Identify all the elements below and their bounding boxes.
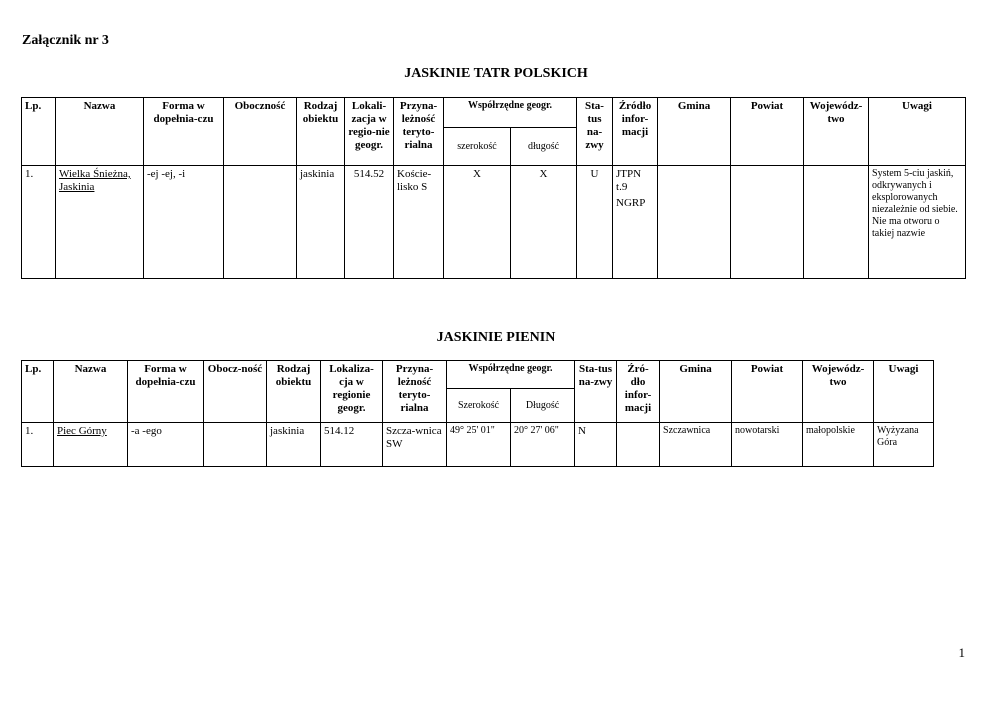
cell-lokalizacja: 514.52 [345, 166, 394, 279]
table-header-row [22, 98, 966, 128]
cell-lp: 1. [22, 423, 54, 467]
header-przynaleznosc: Przyna-leżność teryto-rialna [394, 98, 444, 166]
header-uwagi: Uwagi [869, 98, 966, 166]
table-row [22, 166, 966, 279]
header-rodzaj: Rodzaj obiektu [267, 361, 321, 423]
cell-nazwa: Piec Górny [54, 423, 128, 467]
header-uwagi: Uwagi [874, 361, 934, 423]
header-lokalizacja: Lokaliza-cja w regionie geogr. [321, 361, 383, 423]
cell-powiat [731, 166, 804, 279]
pieniny-caves-table [21, 360, 934, 467]
header-gmina: Gmina [658, 98, 731, 166]
cell-rodzaj: jaskinia [297, 166, 345, 279]
header-zrodlo: Źródło infor-macji [613, 98, 658, 166]
cell-dlugosc: X [511, 166, 577, 279]
header-zrodlo: Źró-dło infor-macji [617, 361, 660, 423]
cell-szerokosc: X [444, 166, 511, 279]
header-lp: Lp. [22, 98, 56, 166]
cell-lp: 1. [22, 166, 56, 279]
header-status: Sta-tus na-zwy [577, 98, 613, 166]
cell-obocznosc [224, 166, 297, 279]
header-wspolrzedne: Współrzędne geogr. [444, 98, 577, 128]
table-row [22, 423, 934, 467]
header-szerokosc: Szerokość [447, 389, 511, 423]
zrodlo-line-2: NGRP [616, 197, 646, 209]
annex-title: Załącznik nr 3 [22, 33, 109, 48]
cell-status: U [577, 166, 613, 279]
header-forma: Forma w dopełnia-czu [128, 361, 204, 423]
page-number: 1 [958, 645, 965, 660]
header-lokalizacja: Lokali-zacja w regio-nie geogr. [345, 98, 394, 166]
header-obocznosc: Oboczność [224, 98, 297, 166]
zrodlo-line-1: JTPN t.9 [616, 168, 642, 193]
cell-uwagi: System 5-ciu jaskiń, odkrywanych i eksplorowanych niezależnie od siebie. Nie ma otworu o takiej nazwie [869, 166, 966, 279]
cell-przynaleznosc: Szcza-wnica SW [383, 423, 447, 467]
header-dlugosc: Długość [511, 389, 575, 423]
pieniny-table-title: JASKINIE PIENIN [436, 330, 556, 345]
cell-status: N [575, 423, 617, 467]
cell-przynaleznosc: Koście-lisko S [394, 166, 444, 279]
cell-obocznosc [204, 423, 267, 467]
cell-uwagi: Wyżyzana Góra [874, 423, 934, 467]
header-szerokosc: szerokość [444, 128, 511, 166]
cell-lokalizacja: 514.12 [321, 423, 383, 467]
cell-wojewodztwo [804, 166, 869, 279]
table-header-row [22, 361, 934, 389]
header-wspolrzedne: Współrzędne geogr. [447, 361, 575, 389]
header-powiat: Powiat [732, 361, 803, 423]
header-status: Sta-tus na-zwy [575, 361, 617, 423]
cell-forma: -ej -ej, -i [144, 166, 224, 279]
header-nazwa: Nazwa [56, 98, 144, 166]
tatry-table-title: JASKINIE TATR POLSKICH [404, 66, 588, 81]
cell-forma: -a -ego [128, 423, 204, 467]
header-rodzaj: Rodzaj obiektu [297, 98, 345, 166]
header-lp: Lp. [22, 361, 54, 423]
header-przynaleznosc: Przyna-leżność teryto-rialna [383, 361, 447, 423]
cell-gmina [658, 166, 731, 279]
cell-wojewodztwo: małopolskie [803, 423, 874, 467]
header-gmina: Gmina [660, 361, 732, 423]
cell-gmina: Szczawnica [660, 423, 732, 467]
cell-rodzaj: jaskinia [267, 423, 321, 467]
cell-dlugosc: 20° 27' 06" [511, 423, 575, 467]
header-nazwa: Nazwa [54, 361, 128, 423]
header-dlugosc: długość [511, 128, 577, 166]
header-forma: Forma w dopełnia-czu [144, 98, 224, 166]
cell-szerokosc: 49° 25' 01" [447, 423, 511, 467]
header-wojewodztwo: Wojewódz-two [804, 98, 869, 166]
cell-zrodlo [617, 423, 660, 467]
header-powiat: Powiat [731, 98, 804, 166]
header-obocznosc: Obocz-ność [204, 361, 267, 423]
tatry-caves-table [21, 97, 966, 279]
header-wojewodztwo: Wojewódz-two [803, 361, 874, 423]
cell-powiat: nowotarski [732, 423, 803, 467]
cell-zrodlo [613, 166, 658, 279]
cell-nazwa: Wielka Śnieżna, Jaskinia [56, 166, 144, 279]
